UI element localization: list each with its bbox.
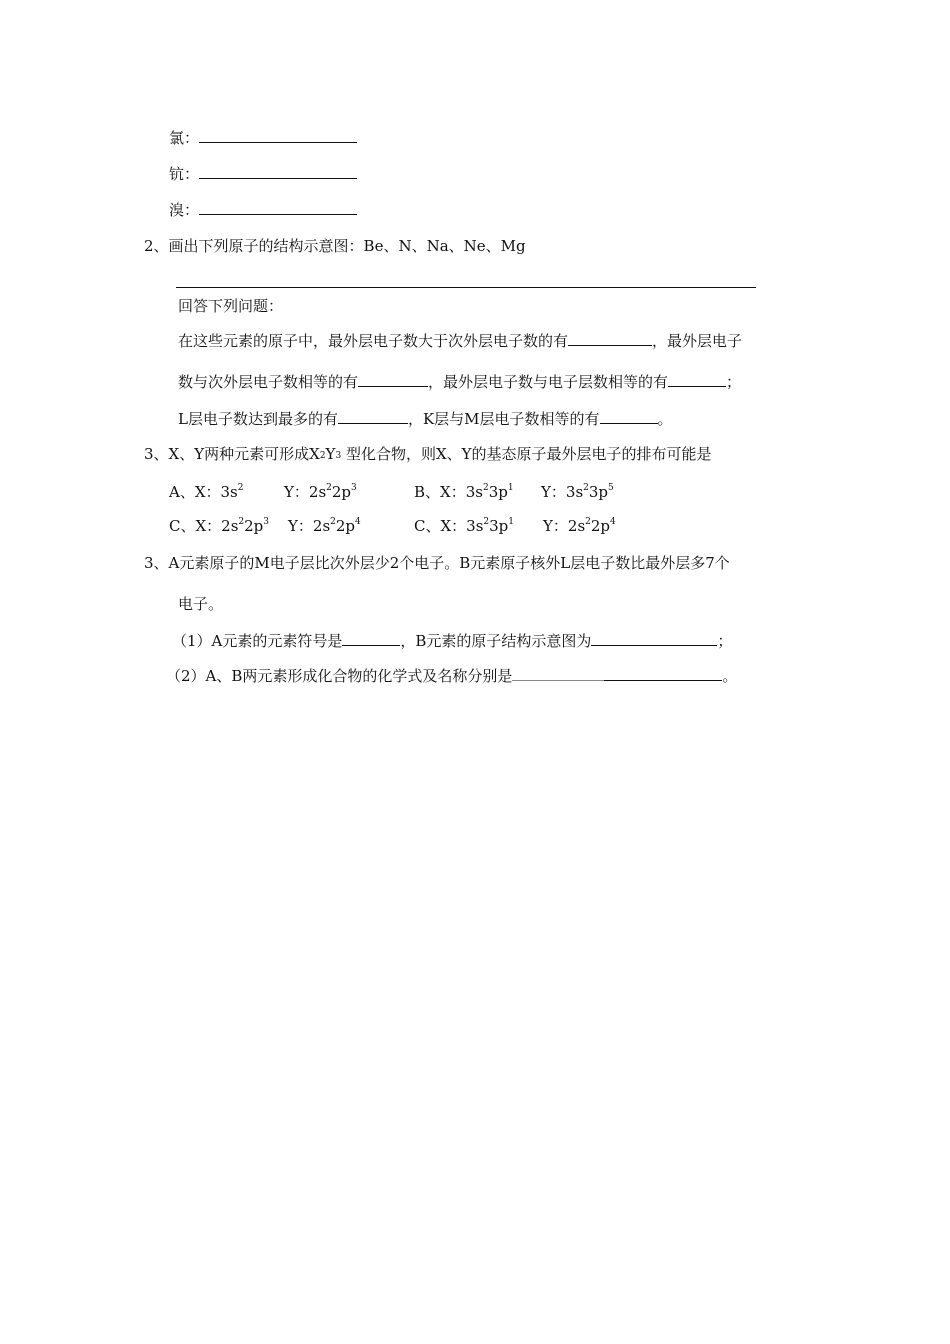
answer-blank[interactable] xyxy=(600,409,658,424)
text: 。 xyxy=(657,410,673,428)
q3-option-a[interactable] xyxy=(169,482,244,502)
superscript: 2 xyxy=(237,483,244,493)
answer-blank[interactable] xyxy=(199,128,357,143)
element-name: 氯 xyxy=(169,129,185,147)
superscript: 1 xyxy=(508,517,515,527)
text: ，K层与M层电子数相等的有 xyxy=(407,410,600,428)
superscript: 2 xyxy=(330,517,336,527)
superscript: 2 xyxy=(238,517,245,527)
x-config: 3s xyxy=(466,517,484,535)
subscript: 2 xyxy=(319,451,326,461)
answer-blank[interactable] xyxy=(199,164,357,179)
y-config: 3s xyxy=(565,483,584,501)
q3-option-c[interactable] xyxy=(169,516,269,536)
superscript: 2 xyxy=(326,483,332,493)
text: 。 xyxy=(722,667,738,685)
separator: ： xyxy=(184,201,200,219)
superscript: 3 xyxy=(351,483,357,493)
superscript: 2 xyxy=(583,483,589,493)
answer-blank[interactable] xyxy=(604,666,722,681)
q2-line2 xyxy=(178,372,741,392)
text: 3、X、Y两种元素可形成X xyxy=(144,445,320,463)
text: 在这些元素的原子中，最外层电子数大于次外层电子数的有 xyxy=(178,332,569,350)
text: ； xyxy=(717,632,733,650)
superscript: 5 xyxy=(608,483,614,493)
y-config: 2p xyxy=(335,517,356,535)
superscript: 2 xyxy=(585,517,591,527)
text: ； xyxy=(726,373,742,391)
answer-blank[interactable] xyxy=(358,372,428,387)
answer-blank[interactable] xyxy=(668,372,726,387)
q3-option-b-y xyxy=(541,482,614,502)
x-config: 2p xyxy=(244,517,264,535)
element-name: 溴 xyxy=(169,201,185,219)
x-config: 3p xyxy=(489,517,509,535)
text: 型化合物，则X、Y的基态原子最外层电子的排布可能是 xyxy=(341,445,712,463)
q4-part1 xyxy=(172,631,732,651)
q2-line3 xyxy=(178,409,673,429)
y-label: Y： xyxy=(541,483,566,501)
answer-blank[interactable] xyxy=(199,200,357,215)
q3-option-d-y xyxy=(543,516,616,536)
superscript: 1 xyxy=(507,483,514,493)
x-config: 2s xyxy=(221,517,239,535)
q3-option-c-y xyxy=(288,516,361,536)
subscript: 3 xyxy=(335,451,342,461)
q1-line-scandium xyxy=(169,164,357,184)
q4-prompt-line1: 3、A元素原子的M电子层比次外层少2个电子。B元素原子核外L层电子数比最外层多7个 xyxy=(144,554,730,572)
q3-prompt xyxy=(144,444,712,464)
text: ，最外层电子 xyxy=(652,332,743,350)
text: Y xyxy=(325,445,336,463)
y-label: Y： xyxy=(288,517,313,535)
superscript: 2 xyxy=(482,483,489,493)
y-config: 2p xyxy=(331,483,352,501)
option-label: A、X： xyxy=(169,483,221,501)
answer-blank[interactable] xyxy=(512,666,604,681)
option-label: C、X： xyxy=(414,517,467,535)
text: （1）A元素的元素符号是 xyxy=(172,632,343,650)
answer-blank[interactable] xyxy=(338,409,408,424)
answer-blank[interactable] xyxy=(591,631,717,646)
q2-drawing-line[interactable] xyxy=(176,287,756,288)
element-name: 钪 xyxy=(169,165,185,183)
q1-line-bromine xyxy=(169,200,357,220)
q3-option-d[interactable] xyxy=(414,516,514,536)
x-config: 3s xyxy=(465,483,483,501)
answer-blank[interactable] xyxy=(342,631,400,646)
superscript: 4 xyxy=(610,517,616,527)
answer-blank[interactable] xyxy=(568,331,652,346)
x-config: 3s xyxy=(220,483,238,501)
y-config: 2s xyxy=(567,517,586,535)
text: L层电子数达到最多的有 xyxy=(178,410,338,428)
separator: ： xyxy=(184,165,200,183)
y-label: Y： xyxy=(284,483,309,501)
y-config: 2p xyxy=(590,517,611,535)
text: （2）A、B两元素形成化合物的化学式及名称分别是 xyxy=(166,667,513,685)
q4-part2 xyxy=(166,666,737,686)
y-config: 2s xyxy=(312,517,331,535)
text: ，B元素的原子结构示意图为 xyxy=(400,632,592,650)
q3-option-a-y xyxy=(284,482,357,502)
superscript: 4 xyxy=(355,517,361,527)
q4-prompt-line2: 电子。 xyxy=(178,595,224,613)
y-label: Y： xyxy=(543,517,568,535)
superscript: 2 xyxy=(483,517,490,527)
option-label: B、X： xyxy=(414,483,466,501)
q2-prompt: 2、画出下列原子的结构示意图：Be、N、Na、Ne、Mg xyxy=(144,237,526,255)
q1-line-chlorine xyxy=(169,128,357,148)
superscript: 3 xyxy=(263,517,270,527)
q3-option-b[interactable] xyxy=(414,482,514,502)
option-label: C、X： xyxy=(169,517,222,535)
q2-line1 xyxy=(178,331,742,351)
y-config: 2s xyxy=(308,483,327,501)
y-config: 3p xyxy=(588,483,609,501)
x-config: 3p xyxy=(488,483,508,501)
text: 数与次外层电子数相等的有 xyxy=(178,373,359,391)
q2-sub-heading: 回答下列问题： xyxy=(178,297,284,315)
separator: ： xyxy=(184,129,200,147)
text: ，最外层电子数与电子层数相等的有 xyxy=(428,373,669,391)
